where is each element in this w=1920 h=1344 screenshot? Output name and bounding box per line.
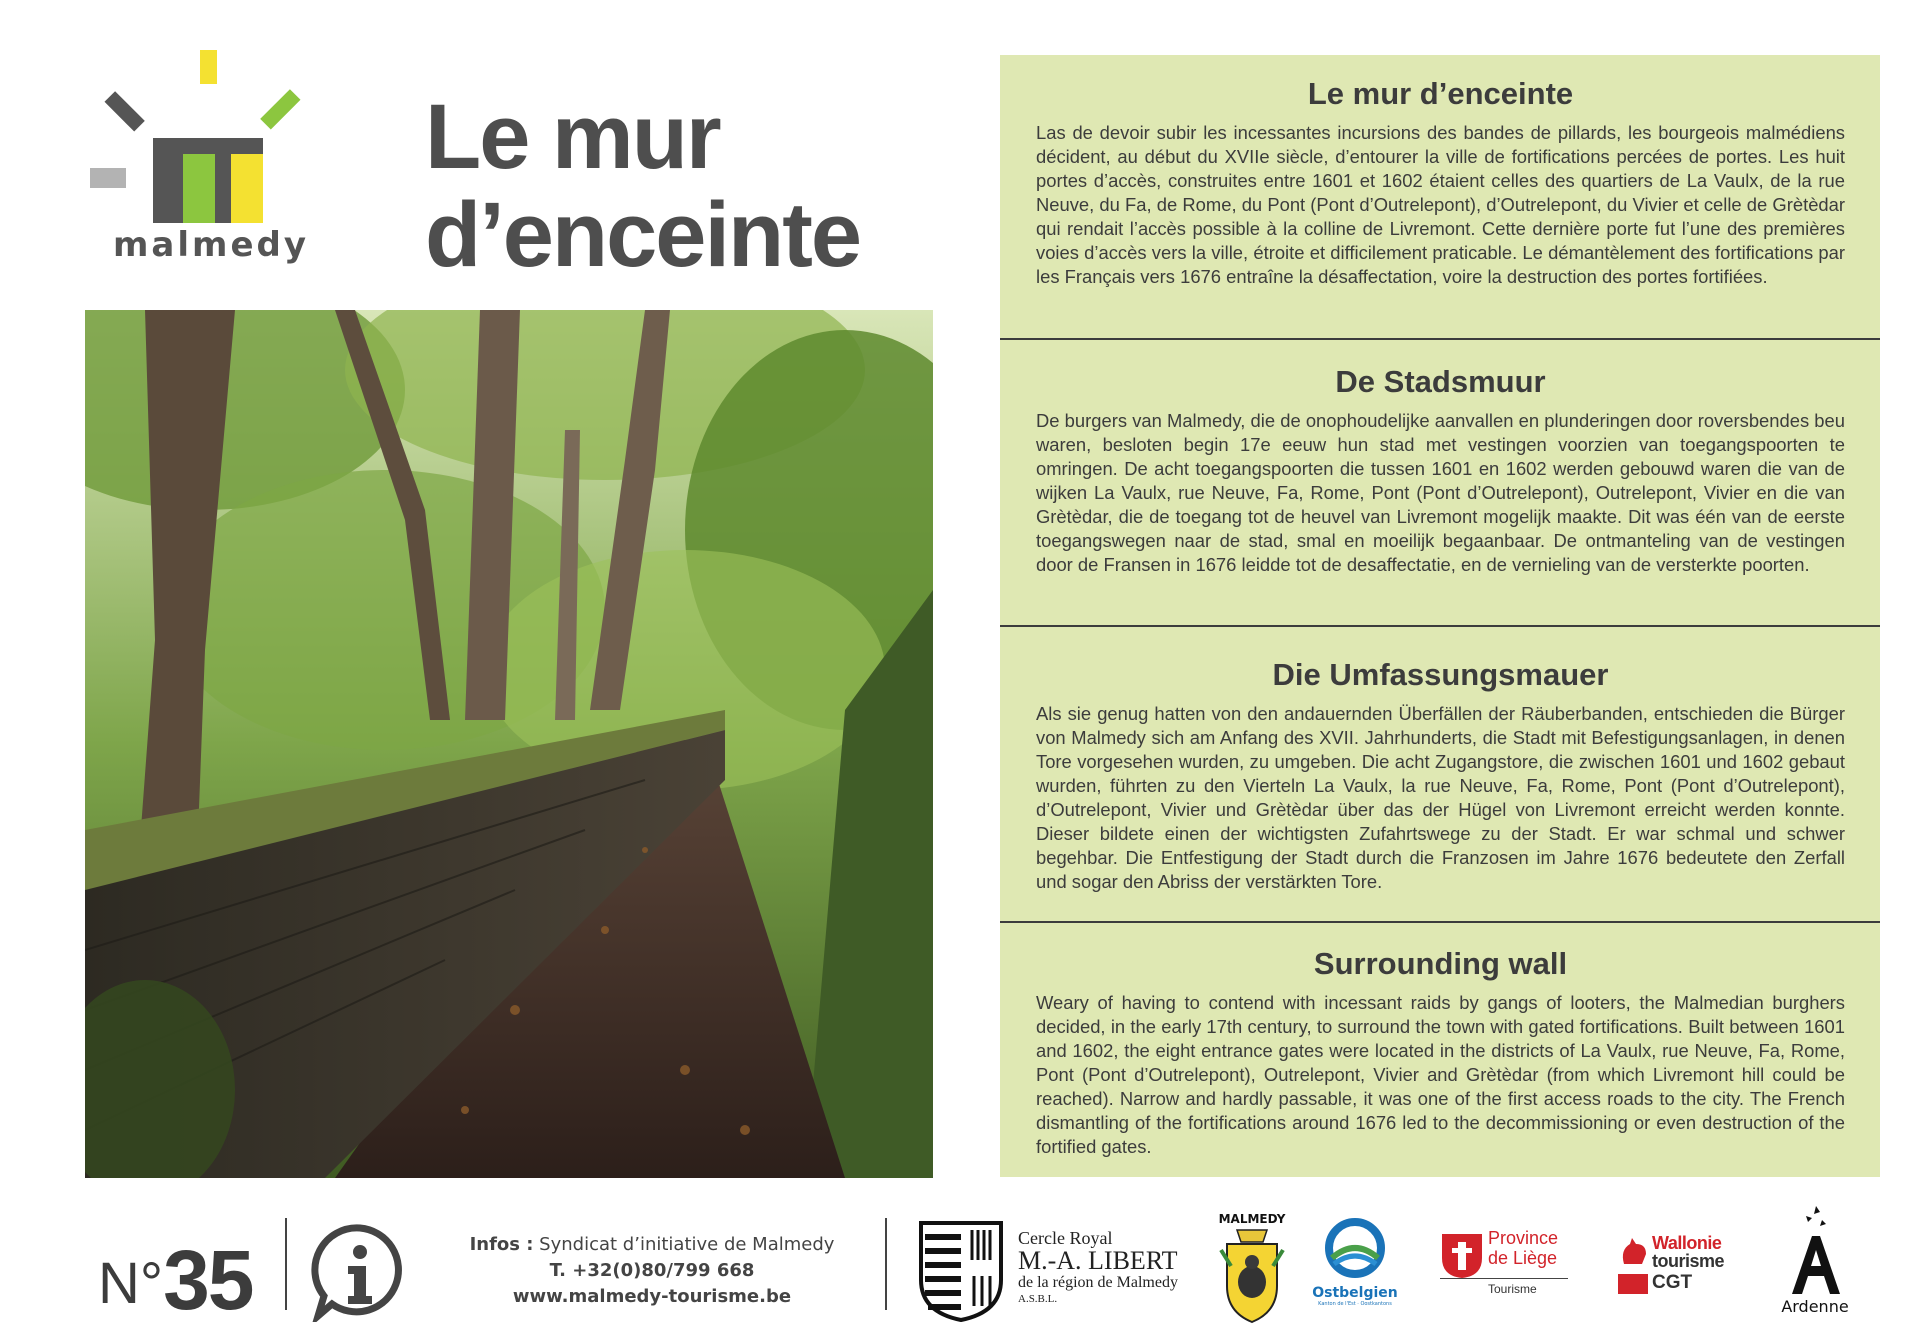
forest-path-image-icon — [85, 310, 933, 1178]
province-line-1: Province — [1488, 1228, 1559, 1248]
section-heading: De Stadsmuur — [1335, 364, 1546, 399]
province-line-3: Tourisme — [1488, 1282, 1537, 1296]
wallonie-tourisme-logo — [1618, 1234, 1748, 1300]
infos-line — [462, 1232, 842, 1258]
section-body: Weary of having to contend with incessant raids by gangs of looters, the Malmedian burghers decided, in the early 17th century, to surround the town with gated fortifications. Built between 1601 and 1602, the eight entrance gates were located in the districts of La Vaulx, rue Neuve, Fa, Rome, Pont (Pont d’Outrelepont), Outrelepont, Vivier and Grètèdar (from which Livremont hill could be reached). Narrow and hardly passable, it was one of the first access roads to the city. The French dismantling of the fortifications around 1676 led to the decommissioning or even destruction of the fortified gates. — [1036, 992, 1845, 1157]
malmedy-logo-mark-icon — [85, 50, 310, 230]
province-liege-icon — [1440, 1232, 1484, 1280]
infos-label: Infos : — [469, 1234, 534, 1255]
section-heading: Die Umfassungsmauer — [1272, 657, 1609, 692]
ardenne-icon — [1780, 1202, 1850, 1300]
libert-line-2: M.-A. LIBERT — [1018, 1246, 1178, 1275]
rooster-icon — [1618, 1236, 1650, 1268]
province-rule — [1440, 1278, 1568, 1279]
cgt-block — [1618, 1274, 1648, 1294]
footer-separator — [285, 1218, 287, 1310]
panel-number — [98, 1232, 253, 1329]
title-line-2: d’enceinte — [425, 184, 861, 286]
section-divider — [1000, 338, 1880, 340]
wallonie-line-3: CGT — [1652, 1272, 1693, 1293]
infos-org: Syndicat d’initiative de Malmedy — [533, 1234, 835, 1255]
number-value: 35 — [163, 1233, 253, 1327]
phone-number: T. +32(0)80/799 668 — [549, 1260, 755, 1281]
page-title — [425, 86, 861, 286]
section-body: De burgers van Malmedy, die de onophoudelijke aanvallen en plunderingen door roversbendes beu waren, besloten begin 17e eeuw hun stad met vestingen voorzien van toegangspoorten te omringen. De acht toegangspoorten die tussen 1601 en 1602 werden gebouwd waren die van de wijken La Vaulx, rue Neuve, Fa, Rome, Pont (Pont d’Outrelepont), Outrelepont, Vivier en die van Grètèdar, die de toegang tot de heuvel van Livremont mogelijk maakte. Dit was één van de eerste toegangswegen naar de stad, smal en moeilijk begaanbaar. De ontmanteling van de vestingen door de Fransen in 1676 leidde tot de desaffectatie, en de vernieling van de versterkte poorten. — [1036, 410, 1845, 575]
website-link[interactable]: www.malmedy-tourisme.be — [512, 1286, 792, 1307]
footer-separator — [885, 1218, 887, 1310]
libert-line-3: de la région de Malmedy — [1018, 1274, 1178, 1291]
wallonie-line-2: tourisme — [1652, 1251, 1725, 1271]
wallonie-line-1: Wallonie — [1652, 1233, 1722, 1253]
malmedy-logo — [85, 50, 310, 280]
section-dutch — [1000, 363, 1880, 577]
malmedy-crest-label: MALMEDY — [1218, 1212, 1286, 1226]
ardenne-logo — [1775, 1202, 1855, 1316]
section-heading: Le mur d’enceinte — [1307, 76, 1574, 111]
number-prefix: N° — [98, 1251, 164, 1316]
contact-info — [462, 1232, 842, 1310]
ostbelgien-sub: Kanton de l'Est · Oostkantons — [1318, 1301, 1392, 1307]
section-divider — [1000, 921, 1880, 923]
libert-line-1: Cercle Royal — [1018, 1228, 1113, 1248]
ostbelgien-name: Ostbelgien — [1312, 1285, 1398, 1301]
title-line-1: Le mur — [425, 86, 720, 188]
section-body: Las de devoir subir les incessantes incursions des bandes de pillards, les bourgeois malmédiens décident, au début du XVIIe siècle, d’entourer la ville de fortifications percées de portes. Les huit portes d’accès, construites entre 1601 et 1602 étaient celles des quartiers de La Vaulx, de la rue Neuve, du Fa, de Rome, du Pont (Pont d’Outrelepont), d’Outrelepont, du Vivier et celle de Grètèdar qui rendait l’accès possible à la colline de Livremont. Cette dernière porte fut l’une des premières voies d’accès vers la ville, étroite et difficilement praticable. Le démantèlement des fortifications par les Français vers 1676 entraîne la désaffectation, voire la destruction des portes fortifiées. — [1036, 122, 1845, 287]
forest-wall-photo — [85, 310, 933, 1178]
libert-line-4: A.S.B.L. — [1018, 1293, 1058, 1305]
section-divider — [1000, 625, 1880, 627]
province-line-2: de Liège — [1488, 1248, 1558, 1268]
ardenne-label: Ardenne — [1781, 1297, 1849, 1316]
ostbelgien-logo — [1310, 1218, 1400, 1307]
text-panel — [1000, 55, 1880, 1177]
libert-text — [1018, 1228, 1218, 1306]
section-german — [1000, 656, 1880, 894]
info-icon — [310, 1222, 410, 1322]
section-french — [1000, 75, 1880, 289]
libert-crest-icon — [918, 1220, 1004, 1327]
section-english — [1000, 945, 1880, 1159]
ostbelgien-icon — [1320, 1218, 1390, 1280]
malmedy-crest — [1212, 1212, 1292, 1331]
logo-wordmark: malmedy — [113, 225, 310, 265]
section-heading: Surrounding wall — [1313, 946, 1568, 981]
section-body: Als sie genug hatten von den andauernden Überfällen der Räuberbanden, entschieden die Bürger von Malmedy sich am Anfang des XVII. Jahrhunderts, die Stadt mit Befestigungsanlagen, in denen Tore vorgesehen wurden, zu umgeben. Die acht Zugangstore, die zwischen 1601 und 1602 gebaut wurden, führten zu den Vierteln La Vaulx, la rue Neuve, Fa, Rome, Pont (Pont d’Outrelepont), d’Outrelepont, Vivier und Grètèdar über das der Hügel von Livremont erreicht werden konnte. Dieser bildete einen der wichtigsten Zufahrtswege zu der Stadt. Er war schmal und schwer begehbar. Die Entfestigung der Stadt durch die Franzosen im Jahre 1676 bedeutete den Zerfall und sogar den Abriss der verstärkten Tore. — [1036, 703, 1845, 892]
province-liege-logo — [1440, 1228, 1568, 1300]
malmedy-crest-icon — [1217, 1226, 1287, 1326]
